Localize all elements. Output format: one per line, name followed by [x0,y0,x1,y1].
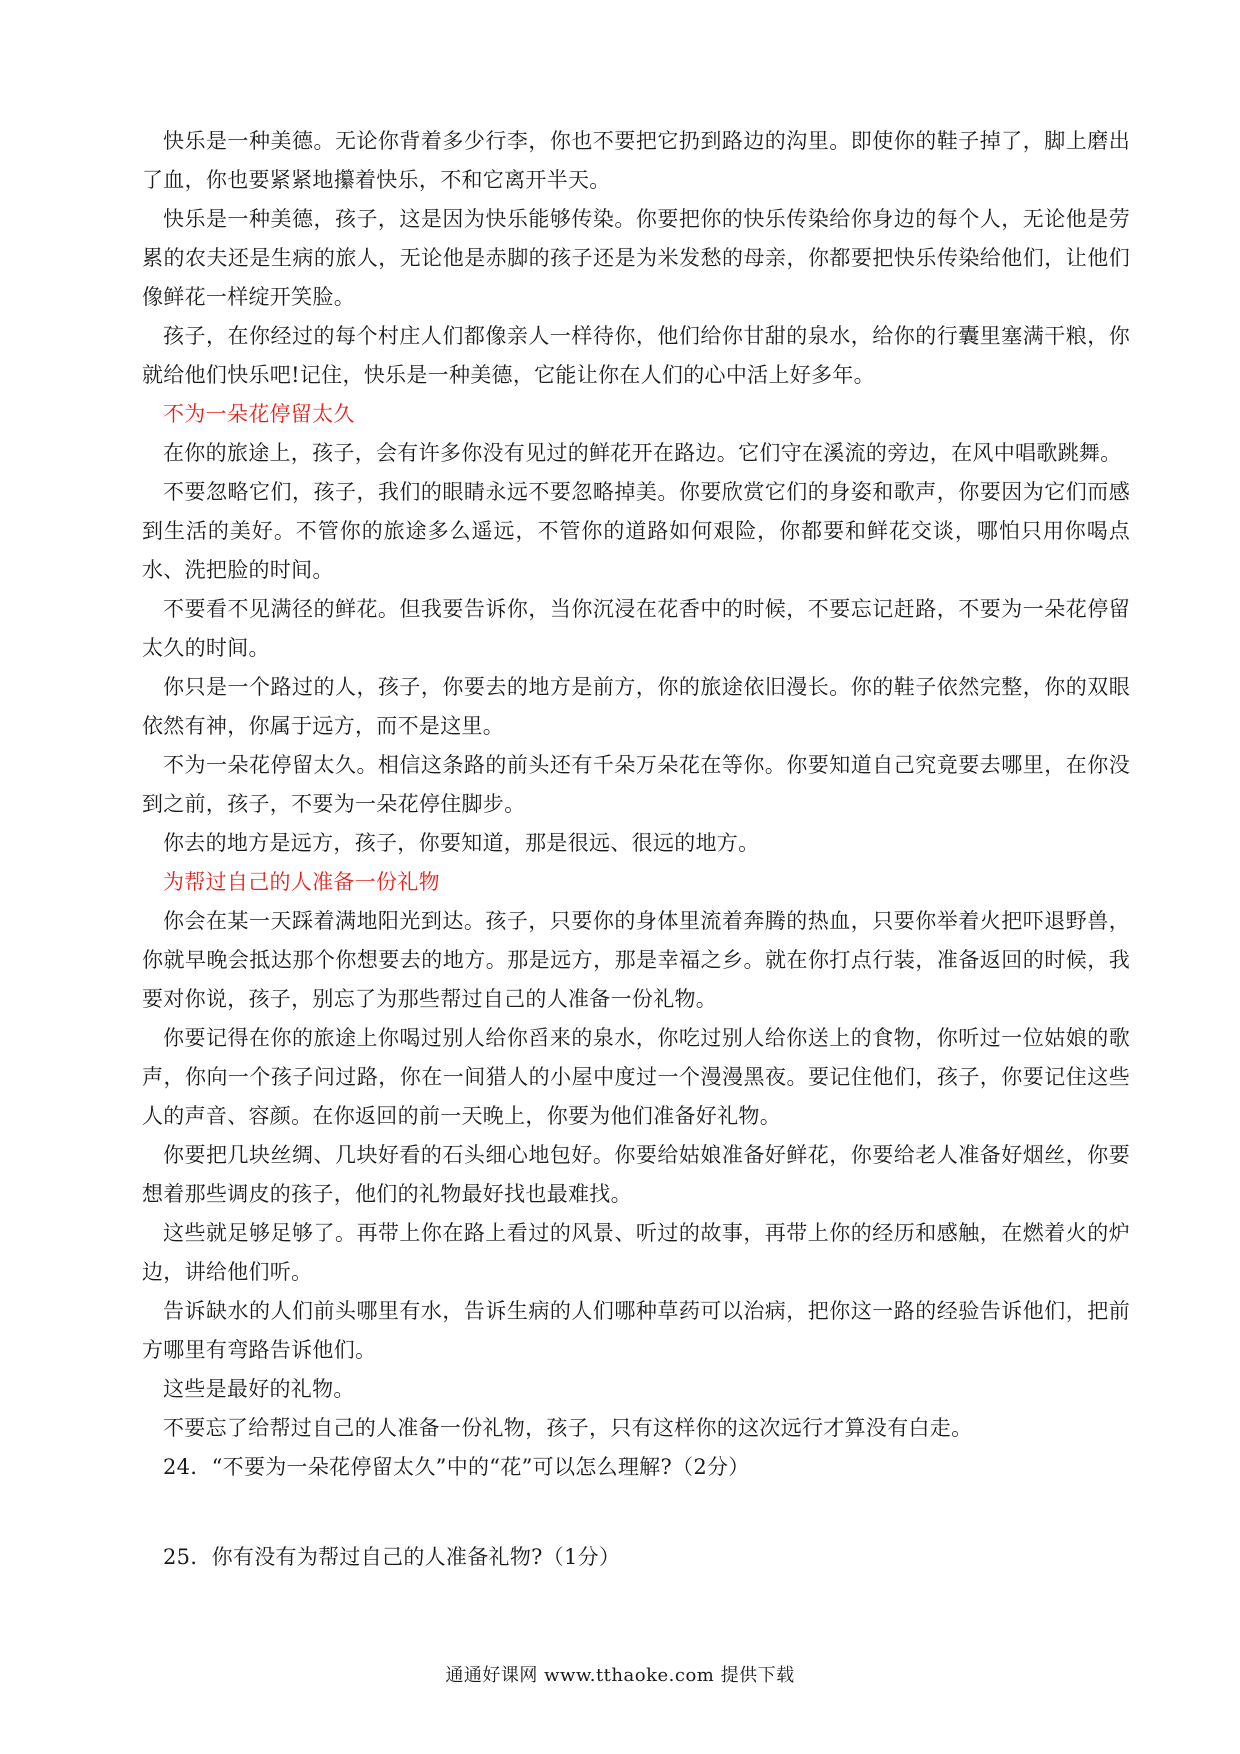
page-footer: 通通好课网 www.tthaoke.com 提供下载 [445,1665,795,1686]
paragraph: 快乐是一种美德。无论你背着多少行李，你也不要把它扔到路边的沟里。即使你的鞋子掉了，脚上磨出了血，你也要紧紧地攥着快乐，不和它离开半天。 [142,129,1130,192]
paragraph: 这些就足够足够了。再带上你在路上看过的风景、听过的故事，再带上你的经历和感触，在燃着火的炉边，讲给他们听。 [142,1221,1130,1284]
paragraph: 告诉缺水的人们前头哪里有水，告诉生病的人们哪种草药可以治病，把你这一路的经验告诉他们，把前方哪里有弯路告诉他们。 [142,1299,1130,1362]
article-body [142,122,1130,1577]
section-heading: 不为一朵花停留太久 [163,402,355,426]
paragraph: 你要记得在你的旅途上你喝过别人给你舀来的泉水，你吃过别人给你送上的食物，你听过一位姑娘的歌声，你向一个孩子问过路，你在一间猎人的小屋中度过一个漫漫黑夜。要记住他们，孩子，你要记住这些人的声音、容颜。在你返回的前一天晚上，你要为他们准备好礼物。 [142,1026,1130,1128]
paragraph: 你只是一个路过的人，孩子，你要去的地方是前方，你的旅途依旧漫长。你的鞋子依然完整，你的双眼依然有神，你属于远方，而不是这里。 [142,675,1130,738]
paragraph: 你会在某一天踩着满地阳光到达。孩子，只要你的身体里流着奔腾的热血，只要你举着火把吓退野兽，你就早晚会抵达那个你想要去的地方。那是远方，那是幸福之乡。就在你打点行装，准备返回的时候，我要对你说，孩子，别忘了为那些帮过自己的人准备一份礼物。 [142,909,1130,1011]
paragraph: 这些是最好的礼物。 [163,1377,355,1401]
question-25: 25．你有没有为帮过自己的人准备礼物?（1分） [163,1545,621,1569]
paragraph: 你去的地方是远方，孩子，你要知道，那是很远、很远的地方。 [163,831,760,855]
paragraph: 孩子，在你经过的每个村庄人们都像亲人一样待你，他们给你甘甜的泉水，给你的行囊里塞满干粮，你就给他们快乐吧!记住，快乐是一种美德，它能让你在人们的心中活上好多年。 [142,324,1130,387]
paragraph: 不要看不见满径的鲜花。但我要告诉你，当你沉浸在花香中的时候，不要忘记赶路，不要为一朵花停留太久的时间。 [142,597,1130,660]
paragraph: 不要忘了给帮过自己的人准备一份礼物，孩子，只有这样你的这次远行才算没有白走。 [163,1416,973,1440]
paragraph: 在你的旅途上，孩子，会有许多你没有见过的鲜花开在路边。它们守在溪流的旁边，在风中唱歌跳舞。 [163,441,1122,465]
section-heading: 为帮过自己的人准备一份礼物 [163,870,440,894]
paragraph: 不为一朵花停留太久。相信这条路的前头还有千朵万朵花在等你。你要知道自己究竟要去哪里，在你没到之前，孩子，不要为一朵花停住脚步。 [142,753,1130,816]
paragraph: 快乐是一种美德，孩子，这是因为快乐能够传染。你要把你的快乐传染给你身边的每个人，无论他是劳累的农夫还是生病的旅人，无论他是赤脚的孩子还是为米发愁的母亲，你都要把快乐传染给他们，让他们像鲜花一样绽开笑脸。 [142,207,1130,309]
question-24: 24．“不要为一朵花停留太久”中的“花”可以怎么理解?（2分） [163,1455,750,1479]
paragraph: 你要把几块丝绸、几块好看的石头细心地包好。你要给姑娘准备好鲜花，你要给老人准备好烟丝，你要想着那些调皮的孩子，他们的礼物最好找也最难找。 [142,1143,1130,1206]
answer-space [142,1487,1130,1538]
paragraph: 不要忽略它们，孩子，我们的眼睛永远不要忽略掉美。你要欣赏它们的身姿和歌声，你要因为它们而感到生活的美好。不管你的旅途多么遥远，不管你的道路如何艰险，你都要和鲜花交谈，哪怕只用你喝点水、洗把脸的时间。 [142,480,1130,582]
